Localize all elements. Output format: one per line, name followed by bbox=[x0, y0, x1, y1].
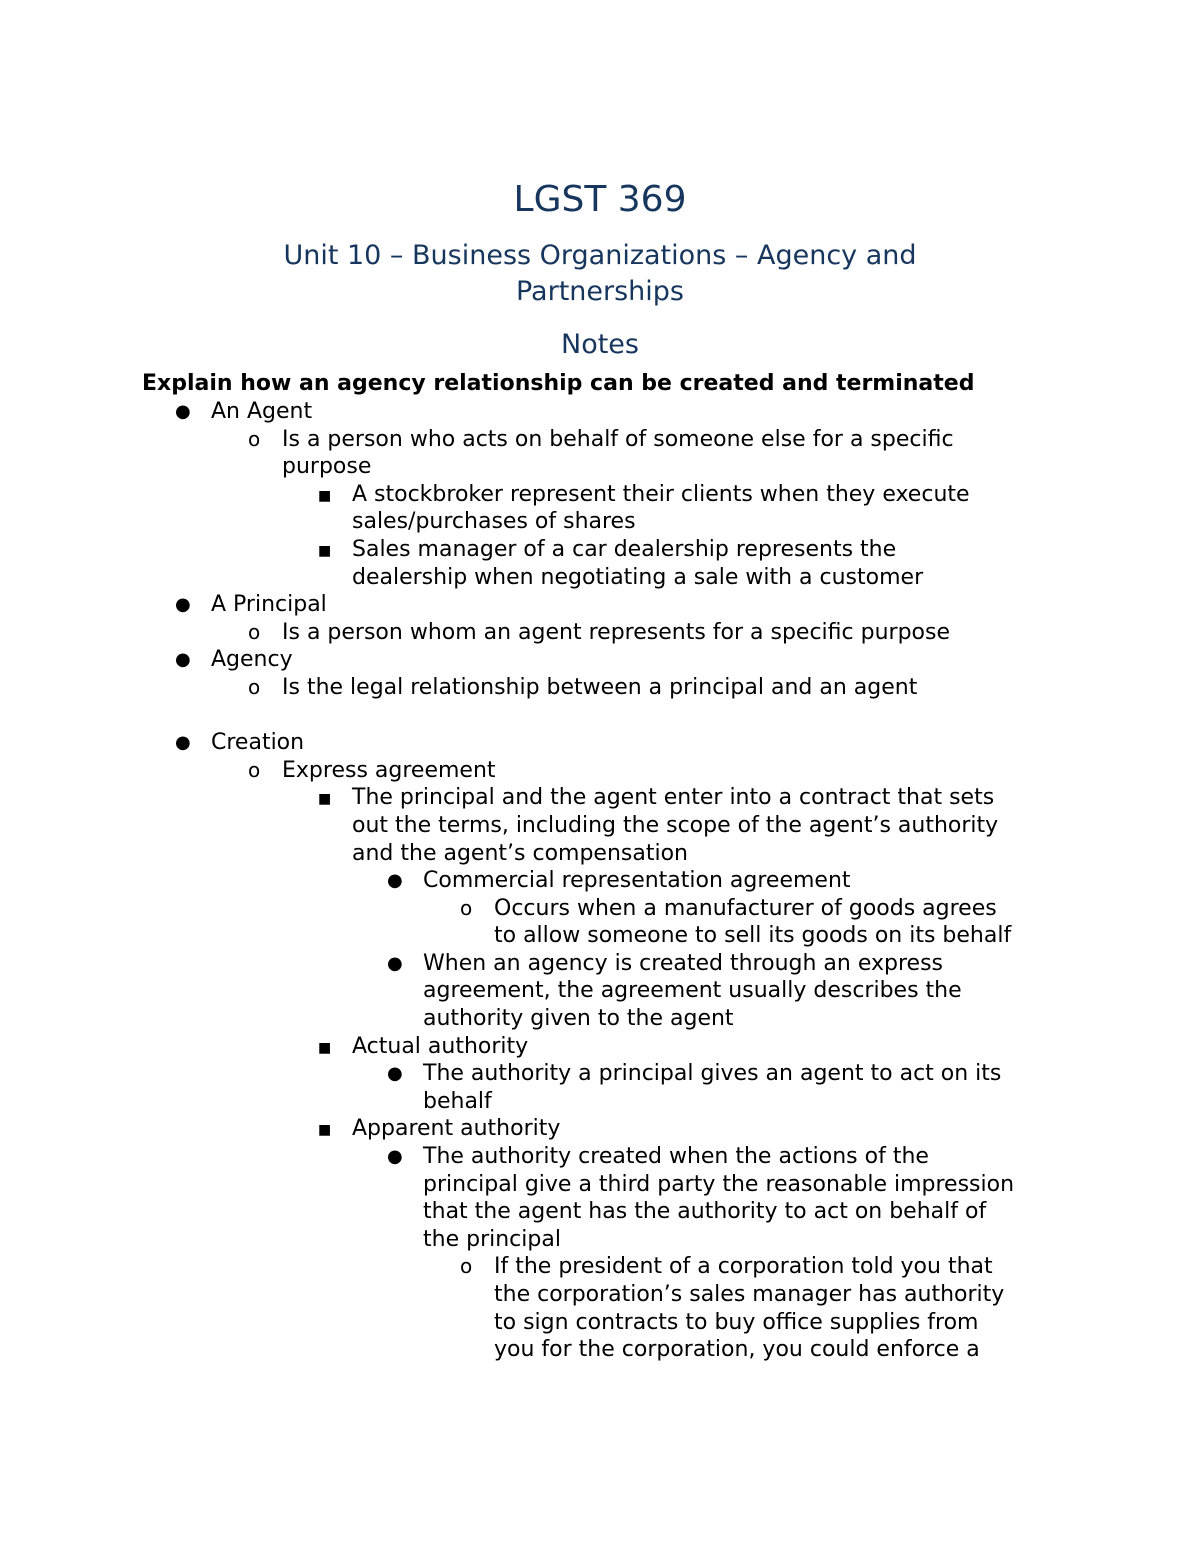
outline-item bbox=[0, 536, 1200, 564]
bullet-square-icon: ■ bbox=[318, 1039, 332, 1056]
outline-text: behalf bbox=[423, 1088, 492, 1114]
outline-text: If the president of a corporation told you that bbox=[494, 1254, 993, 1280]
bullet-square-icon: ■ bbox=[318, 487, 332, 504]
bullet-circle-icon: o bbox=[248, 426, 261, 451]
bullet-disc-icon: ● bbox=[175, 649, 191, 671]
bullet-circle-icon: o bbox=[460, 1254, 473, 1279]
outline-item bbox=[0, 646, 1200, 674]
notes-outline bbox=[0, 398, 1200, 1364]
bullet-disc-icon: ● bbox=[175, 401, 191, 422]
outline-item bbox=[0, 784, 1200, 812]
outline-item-continuation bbox=[0, 1088, 1200, 1116]
outline-text: Creation bbox=[211, 730, 305, 756]
outline-item bbox=[0, 757, 1200, 785]
outline-text: Commercial representation agreement bbox=[423, 868, 851, 894]
outline-item-continuation bbox=[0, 1198, 1200, 1226]
outline-item-continuation bbox=[0, 1281, 1200, 1309]
outline-text: authority given to the agent bbox=[423, 1006, 734, 1032]
outline-text: and the agent’s compensation bbox=[352, 840, 688, 866]
outline-text: Occurs when a manufacturer of goods agrees bbox=[494, 895, 997, 921]
outline-text: Agency bbox=[211, 647, 293, 673]
outline-item-continuation bbox=[0, 1171, 1200, 1199]
subtitle-line: Unit 10 – Business Organizations – Agency and bbox=[283, 240, 917, 271]
bullet-circle-icon: o bbox=[248, 757, 261, 782]
outline-text: The authority created when the actions of the bbox=[423, 1144, 929, 1170]
notes-label: Notes bbox=[561, 329, 639, 360]
outline-text: The authority a principal gives an agent to act on its bbox=[423, 1061, 1002, 1087]
outline-item bbox=[0, 426, 1200, 454]
outline-text: Apparent authority bbox=[352, 1116, 561, 1142]
bullet-disc-icon: ● bbox=[387, 1063, 403, 1085]
outline-text: to allow someone to sell its goods on its behalf bbox=[494, 923, 1012, 949]
outline-text: you for the corporation, you could enforce a bbox=[494, 1337, 980, 1363]
outline-item-continuation bbox=[0, 922, 1200, 950]
outline-item bbox=[0, 895, 1200, 923]
outline-item-continuation bbox=[0, 1309, 1200, 1337]
document-subtitle bbox=[0, 238, 1200, 310]
outline-text: When an agency is created through an express bbox=[423, 950, 943, 976]
outline-text: principal give a third party the reasonable impression bbox=[423, 1171, 1015, 1197]
outline-item bbox=[0, 729, 1200, 757]
section-heading: Explain how an agency relationship can be created and terminated bbox=[142, 371, 975, 396]
outline-item bbox=[0, 481, 1200, 509]
document-title: LGST 369 bbox=[513, 179, 687, 220]
blank-line bbox=[0, 702, 1200, 730]
bullet-disc-icon: ● bbox=[175, 594, 191, 616]
outline-item-continuation bbox=[0, 812, 1200, 840]
bullet-circle-icon: o bbox=[460, 895, 473, 920]
outline-item bbox=[0, 398, 1200, 426]
outline-text: that the agent has the authority to act on behalf of bbox=[423, 1199, 987, 1225]
outline-item bbox=[0, 619, 1200, 647]
outline-text: Is a person who acts on behalf of someone else for a specific bbox=[282, 426, 954, 452]
outline-item-continuation bbox=[0, 508, 1200, 536]
outline-text: to sign contracts to buy office supplies from bbox=[494, 1309, 979, 1335]
outline-item-continuation bbox=[0, 453, 1200, 481]
bullet-square-icon: ■ bbox=[318, 542, 332, 559]
bullet-disc-icon: ● bbox=[387, 1146, 403, 1168]
outline-text: A stockbroker represent their clients when they execute bbox=[352, 481, 970, 507]
outline-text: Express agreement bbox=[282, 757, 496, 783]
subtitle-line: Partnerships bbox=[515, 276, 684, 307]
outline-text: Actual authority bbox=[352, 1033, 529, 1059]
bullet-disc-icon: ● bbox=[387, 952, 403, 974]
bullet-circle-icon: o bbox=[248, 674, 261, 699]
bullet-disc-icon: ● bbox=[175, 732, 191, 754]
outline-item bbox=[0, 1143, 1200, 1171]
outline-item-continuation bbox=[0, 840, 1200, 868]
outline-text: the corporation’s sales manager has authority bbox=[494, 1282, 1005, 1307]
outline-text: The principal and the agent enter into a contract that sets bbox=[352, 785, 995, 811]
outline-text: A Principal bbox=[211, 592, 327, 618]
outline-item bbox=[0, 674, 1200, 702]
outline-item bbox=[0, 950, 1200, 978]
outline-text: An Agent bbox=[211, 399, 313, 424]
outline-text: agreement, the agreement usually describes the bbox=[423, 978, 962, 1004]
outline-item-continuation bbox=[0, 977, 1200, 1005]
outline-item bbox=[0, 1060, 1200, 1088]
outline-text: Is the legal relationship between a principal and an agent bbox=[282, 674, 918, 700]
outline-item bbox=[0, 1115, 1200, 1143]
outline-item-continuation bbox=[0, 1336, 1200, 1364]
bullet-disc-icon: ● bbox=[387, 870, 403, 892]
outline-item bbox=[0, 867, 1200, 895]
outline-item bbox=[0, 1253, 1200, 1281]
bullet-square-icon: ■ bbox=[318, 791, 332, 808]
outline-text: sales/purchases of shares bbox=[352, 509, 636, 535]
outline-item-continuation bbox=[0, 564, 1200, 592]
outline-text: the principal bbox=[423, 1226, 561, 1252]
outline-text: Is a person whom an agent represents for a specific purpose bbox=[282, 619, 950, 645]
outline-item-continuation bbox=[0, 1226, 1200, 1254]
outline-item-continuation bbox=[0, 1005, 1200, 1033]
outline-item bbox=[0, 591, 1200, 619]
outline-text: Sales manager of a car dealership represents the bbox=[352, 536, 897, 562]
bullet-square-icon: ■ bbox=[318, 1122, 332, 1139]
outline-text: out the terms, including the scope of the agent’s authority bbox=[352, 812, 999, 838]
outline-text: dealership when negotiating a sale with a customer bbox=[352, 564, 924, 590]
bullet-circle-icon: o bbox=[248, 619, 261, 644]
outline-item bbox=[0, 1033, 1200, 1061]
outline-text: purpose bbox=[282, 454, 372, 480]
